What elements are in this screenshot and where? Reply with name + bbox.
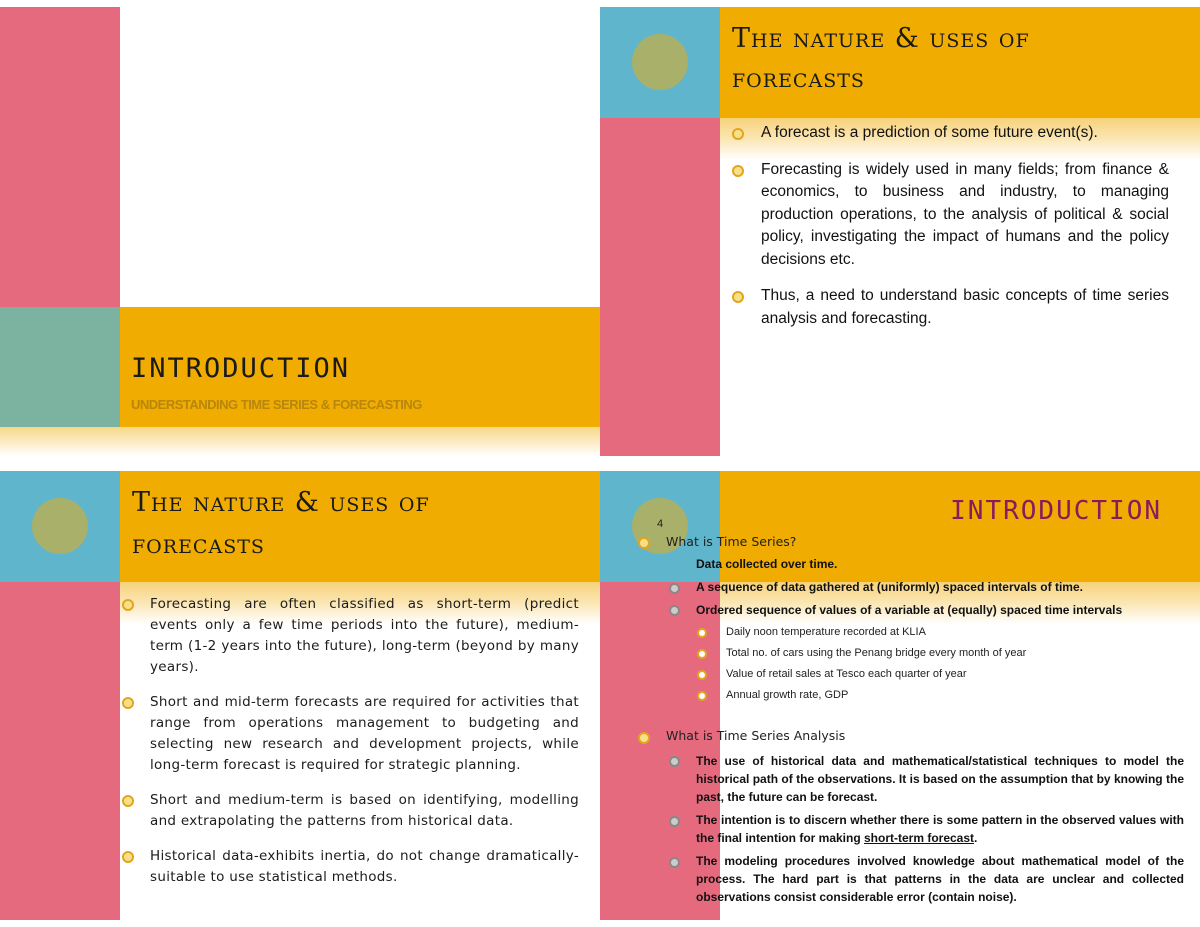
bullet-list bbox=[122, 594, 579, 888]
question-time-series-analysis: What is Time Series Analysis bbox=[666, 728, 846, 743]
bullet-icon bbox=[122, 599, 134, 611]
pink-block bbox=[0, 582, 120, 920]
bullet-icon bbox=[732, 291, 744, 303]
page-number: 4 bbox=[657, 518, 664, 530]
list-item: Thus, a need to understand basic concepts of time series analysis and forecasting. bbox=[732, 285, 1169, 330]
bullet-icon bbox=[669, 816, 680, 827]
slide-title-line1: The nature & uses of bbox=[132, 487, 430, 518]
slide-introduction-time-series bbox=[600, 464, 1200, 920]
bullet-icon bbox=[697, 628, 707, 638]
pink-block bbox=[0, 7, 120, 307]
list-item: Forecasting are often classified as short-term (predict events only a few time periods into the future), medium-term (1-2 years into the future), long-term (beyond by many years). bbox=[122, 594, 579, 678]
short-term-forecast-link: short-term forecast bbox=[864, 831, 975, 845]
example-item: Daily noon temperature recorded at KLIA bbox=[726, 626, 926, 638]
list-item: The intention is to discern whether there is some pattern in the observed values with the final intention for making short-term forecast. bbox=[696, 813, 1184, 845]
teal-block bbox=[0, 307, 120, 427]
list-item: A forecast is a prediction of some future event(s). bbox=[732, 122, 1169, 145]
bullet-icon bbox=[122, 697, 134, 709]
bullet-icon bbox=[669, 756, 680, 767]
slide-title-line1: The nature & uses of bbox=[732, 23, 1030, 54]
list-item: Forecasting is widely used in many fields; from finance & economics, to business and industry, to managing production operations, to the analysis of political & social policy, investigating the impact of humans and the policy decisions etc. bbox=[732, 159, 1169, 272]
slide-subtitle: UNDERSTANDING TIME SERIES & FORECASTING bbox=[131, 397, 422, 412]
bullet-icon bbox=[122, 851, 134, 863]
pink-block bbox=[600, 118, 720, 456]
definition-text: Data collected over time. bbox=[696, 557, 838, 571]
bullet-icon bbox=[697, 670, 707, 680]
question-time-series: What is Time Series? bbox=[666, 534, 797, 549]
list-item: The use of historical data and mathematical/statistical techniques to model the historical path of the observations. It is based on the assumption that by knowing the past, the future can be forecast. bbox=[696, 754, 1184, 804]
bullet-icon bbox=[638, 732, 650, 744]
example-item: Total no. of cars using the Penang bridge every month of year bbox=[726, 647, 1027, 659]
slide-title bbox=[132, 482, 430, 566]
slide-nature-uses-2 bbox=[0, 464, 600, 920]
list-item: Short and mid-term forecasts are required for activities that range from operations management to budgeting and selecting new research and development projects, while long-term forecast is required for strategic planning. bbox=[122, 692, 579, 776]
bullet-icon bbox=[697, 691, 707, 701]
slide-title: INTRODUCTION bbox=[950, 496, 1162, 526]
slide-nature-uses-1 bbox=[600, 0, 1200, 456]
slide-title: INTRODUCTION bbox=[131, 353, 351, 384]
slide-title-line2: forecasts bbox=[732, 63, 865, 94]
list-item: The modeling procedures involved knowledge about mathematical model of the process. The hard part is that patterns in the data are unclear and collected observations consist considerable error (contain noise). bbox=[696, 854, 1184, 904]
list-item: Short and medium-term is based on identifying, modelling and extrapolating the patterns from historical data. bbox=[122, 790, 579, 832]
list-item: Historical data-exhibits inertia, do not change dramatically-suitable to use statistical methods. bbox=[122, 846, 579, 888]
list-item: Ordered sequence of values of a variable at (equally) spaced time intervals bbox=[696, 603, 1123, 617]
fade-band bbox=[0, 427, 600, 456]
circle-icon bbox=[32, 498, 88, 554]
bullet-icon bbox=[669, 605, 680, 616]
bullet-icon bbox=[697, 649, 707, 659]
bullet-icon bbox=[669, 583, 680, 594]
bullet-icon bbox=[638, 537, 650, 549]
bullet-list bbox=[732, 122, 1169, 330]
bullet-icon bbox=[122, 795, 134, 807]
example-item: Annual growth rate, GDP bbox=[726, 689, 849, 701]
slide-introduction bbox=[0, 0, 600, 456]
bullet-icon bbox=[669, 857, 680, 868]
list-item: A sequence of data gathered at (uniformly) spaced intervals of time. bbox=[696, 580, 1083, 594]
circle-icon bbox=[632, 34, 688, 90]
slide-title bbox=[732, 19, 1030, 99]
bullet-icon bbox=[732, 128, 744, 140]
example-item: Value of retail sales at Tesco each quarter of year bbox=[726, 668, 967, 680]
bullet-icon bbox=[732, 165, 744, 177]
slide-title-line2: forecasts bbox=[132, 529, 265, 560]
